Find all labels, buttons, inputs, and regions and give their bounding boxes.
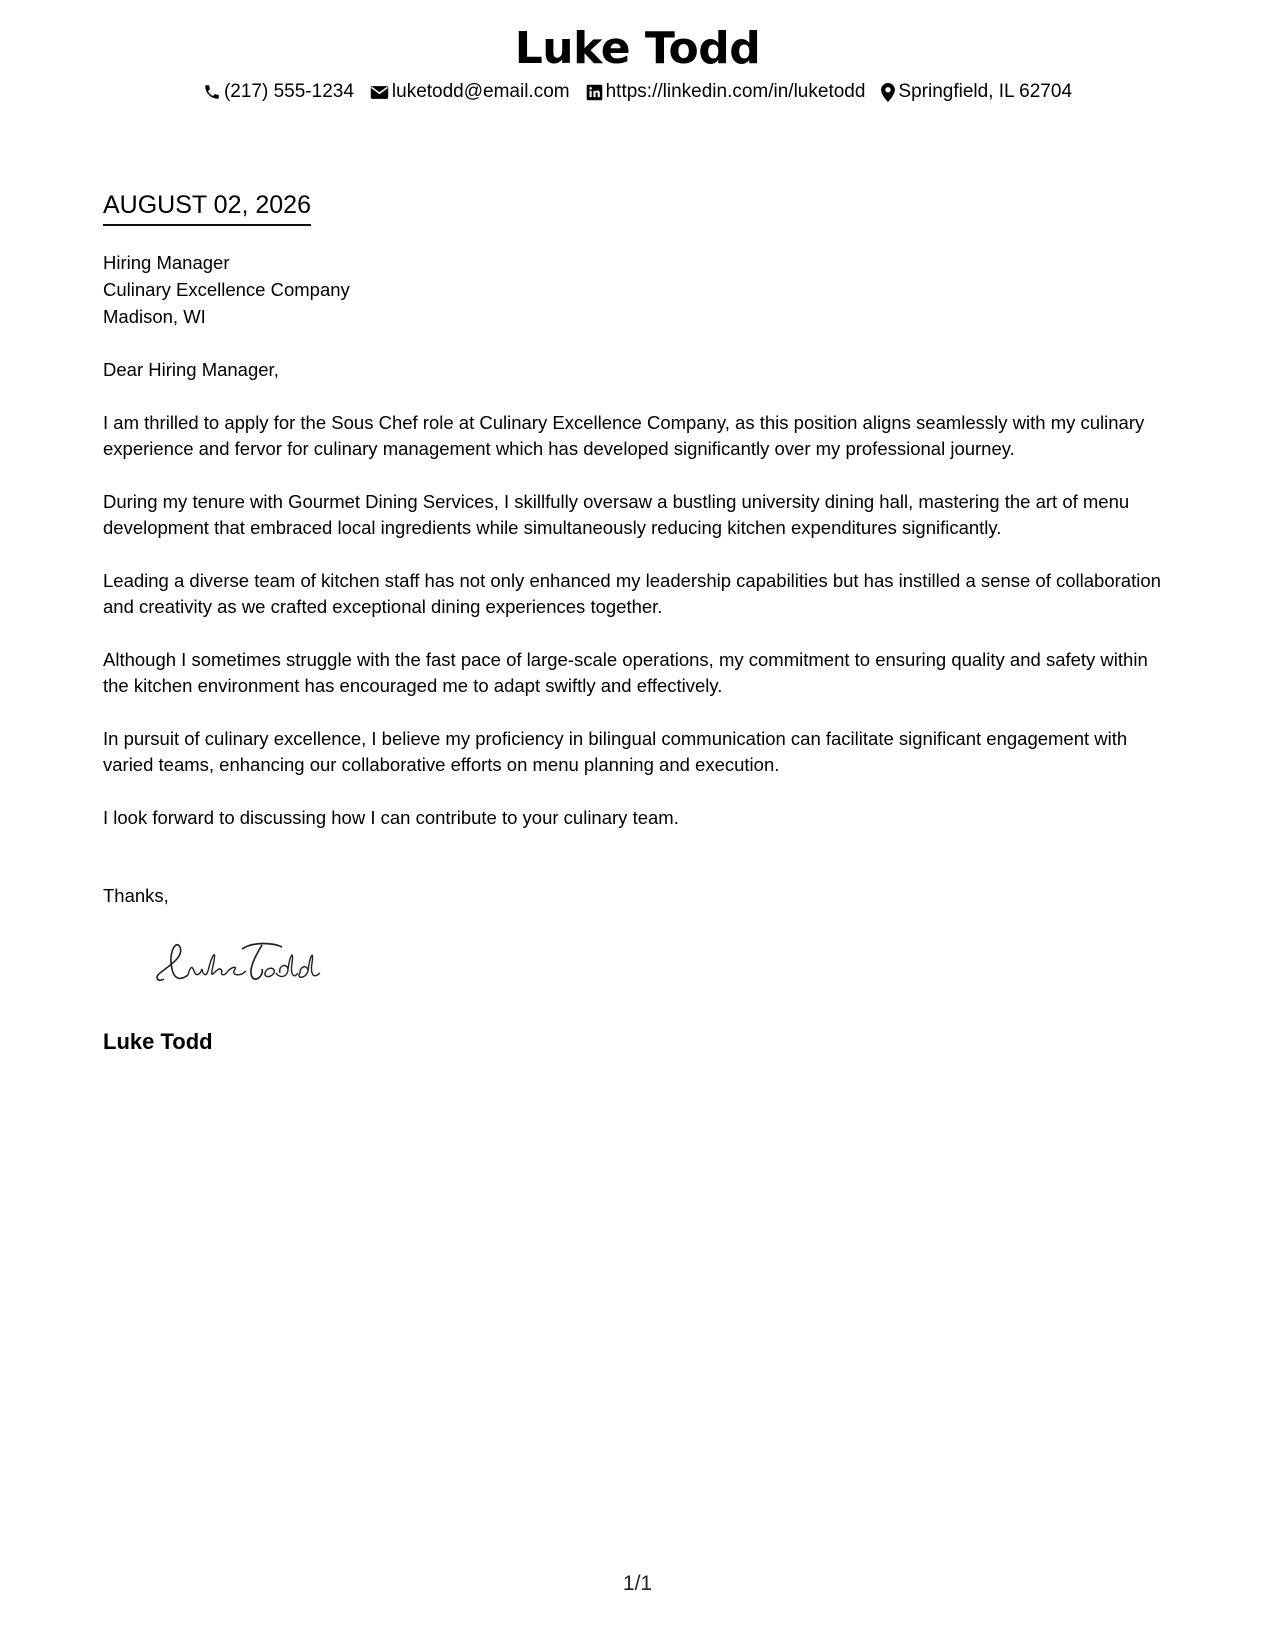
recipient-block (103, 250, 1175, 331)
recipient-company: Culinary Excellence Company (103, 279, 350, 300)
contact-email (370, 78, 570, 106)
map-marker-icon (881, 83, 895, 102)
contact-info-bar (0, 78, 1275, 106)
phone-icon (203, 83, 221, 101)
body-paragraph: Leading a diverse team of kitchen staff has not only enhanced my leadership capabilities but has instilled a sense of collaboration and creativity as we crafted exceptional dining experiences together. (103, 570, 1161, 617)
body-paragraph: During my tenure with Gourmet Dining Services, I skillfully oversaw a bustling university dining hall, mastering the art of menu development that embraced local ingredients while simultaneously reducing kitchen expenditures significantly. (103, 491, 1130, 538)
location-text: Springfield, IL 62704 (898, 81, 1073, 102)
linkedin-icon (586, 84, 603, 101)
letter-body (103, 410, 1175, 858)
email-text: luketodd@email.com (391, 81, 570, 102)
envelope-icon (370, 85, 389, 100)
body-paragraph: Although I sometimes struggle with the fast pace of large-scale operations, my commitment to ensuring quality and safety within the kitchen environment has encouraged me to adapt swiftly and effectively. (103, 649, 1148, 696)
body-paragraph: In pursuit of culinary excellence, I believe my proficiency in bilingual communication can facilitate significant engagement with varied teams, enhancing our collaborative efforts on menu planning and execution. (103, 728, 1128, 775)
letter-date: AUGUST 02, 2026 (103, 188, 311, 226)
body-paragraph: I am thrilled to apply for the Sous Chef role at Culinary Excellence Company, as this position aligns seamlessly with my culinary experience and fervor for culinary management which has developed significantly over my professional journey. (103, 412, 1145, 459)
recipient-location: Madison, WI (103, 306, 206, 327)
contact-phone (203, 78, 354, 106)
phone-text: (217) 555-1234 (223, 81, 354, 102)
body-paragraph: I look forward to discussing how I can contribute to your culinary team. (103, 807, 679, 828)
contact-location (881, 78, 1072, 106)
handwritten-signature (150, 935, 330, 995)
signer-name: Luke Todd (103, 1029, 213, 1054)
linkedin-text: https://linkedin.com/in/luketodd (605, 81, 866, 102)
recipient-title: Hiring Manager (103, 252, 230, 273)
letter-closing: Thanks, (103, 885, 169, 906)
applicant-name-heading: Luke Todd (514, 23, 761, 74)
page-number: 1/1 (622, 1572, 653, 1595)
contact-linkedin (586, 78, 866, 106)
letter-greeting: Dear Hiring Manager, (103, 359, 279, 380)
